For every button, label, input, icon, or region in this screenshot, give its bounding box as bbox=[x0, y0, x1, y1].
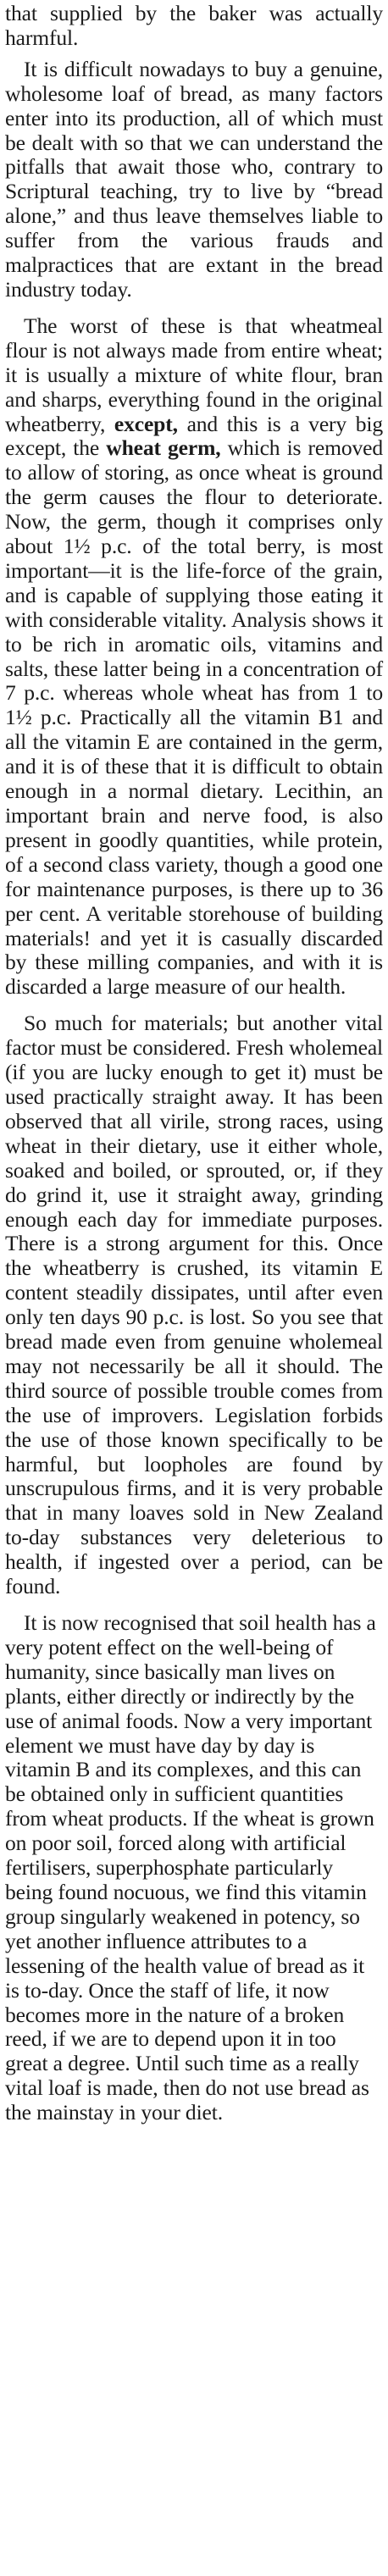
paragraph-wheat-germ-text-3: which is removed to allow of storing, as once wheat is ground the germ causes the flour to deteriorate. Now, the germ, though it comprises only about 1½ p.c. of the total berry, is most important—it is the life-force of the grain, and is capable of supplying those eating it with considerable vitality. Analysis shows it to be rich in aromatic oils, vitamins and salts, these latter being in a concentration of 7 p.c. whereas whole wheat has from 1 to 1½ p.c. Practically all the vitamin B1 and all the vitamin E are contained in the germ, and it is of these that it is difficult to obtain enough in a normal dietary. Lecithin, an important brain and nerve food, is also present in goodly quantities, while protein, of a second class variety, though a good one for maintenance purposes, is there up to 36 per cent. A veritable storehouse of building materials! and yet it is casually discarded by these milling companies, and with it is discarded a large measure of our health. bbox=[5, 435, 383, 1000]
paragraph-soil-health: It is now recognised that soil health has a very potent effect on the well-being of humanity, since basically man lives on plants, either directly or indirectly by the use of animal foods. Now a very important element we must have day by day is vitamin B and its complexes, and this can be obtained only in sufficient quantities from wheat products. If the wheat is grown on poor soil, forced along with artificial fertilisers, superphosphate particularly being found nocuous, we find this vitamin group singularly weakened in potency, so yet another influence attributes to a lessening of the health value of bread as it is to-day. Once the staff of life, it now becomes more in the nature of a broken reed, if we are to depend upon it in too great a degree. Until such time as a really vital loaf is made, then do not use bread as the mainstay in your diet. bbox=[5, 1610, 376, 2125]
paragraph-fresh-wholemeal: So much for materials; but another vital factor must be considered. Fresh wholemeal (if you are lucky enough to get it) must be used practically straight away. It has been observed that all virile, strong races, using wheat in their dietary, use it either whole, soaked and boiled, or sprouted, or, if they do grind it, use it straight away, grinding enough each day for immediate purposes. There is a strong argument for this. Once the wheatberry is crushed, its vitamin E content steadily dissipates, until after even only ten days 90 p.c. is lost. So you see that bread made even from genuine wholemeal may not necessarily be all it should. The third source of possible trouble comes from the use of improvers. Legislation forbids the use of those known specifically to be harmful, but loopholes are found by unscrupulous firms, and it is very probable that in many loaves sold in New Zealand to-day substances very deleterious to health, if ingested over a period, can be found. bbox=[5, 1011, 383, 1599]
paragraph-bread-frauds: It is difficult nowadays to buy a genuine, wholesome loaf of bread, as many factors enter into its production, all of which must be dealt with so that we can understand the pitfalls that await those who, contrary to Scriptural teaching, try to live by “bread alone,” and thus leave themselves liable to suffer from the various frauds and malpractices that are extant in the bread industry today. bbox=[5, 56, 383, 302]
paragraph-wheat-germ bbox=[5, 314, 383, 1000]
paragraph-wheat-germ-text-1: The worst of these is that wheatmeal flour is not always made from entire wheat; it is usually a mixture of white flour, bran and sharps, everything found in the original wheatberry, bbox=[5, 313, 383, 436]
paragraph-wheat-germ-text-2: and this is a very big except, the bbox=[5, 411, 383, 461]
emphasis-wheat-germ: wheat germ, bbox=[106, 435, 221, 461]
paragraph-continuation: that supplied by the baker was actually harmful. bbox=[5, 1, 383, 50]
emphasis-except: except, bbox=[114, 411, 178, 436]
